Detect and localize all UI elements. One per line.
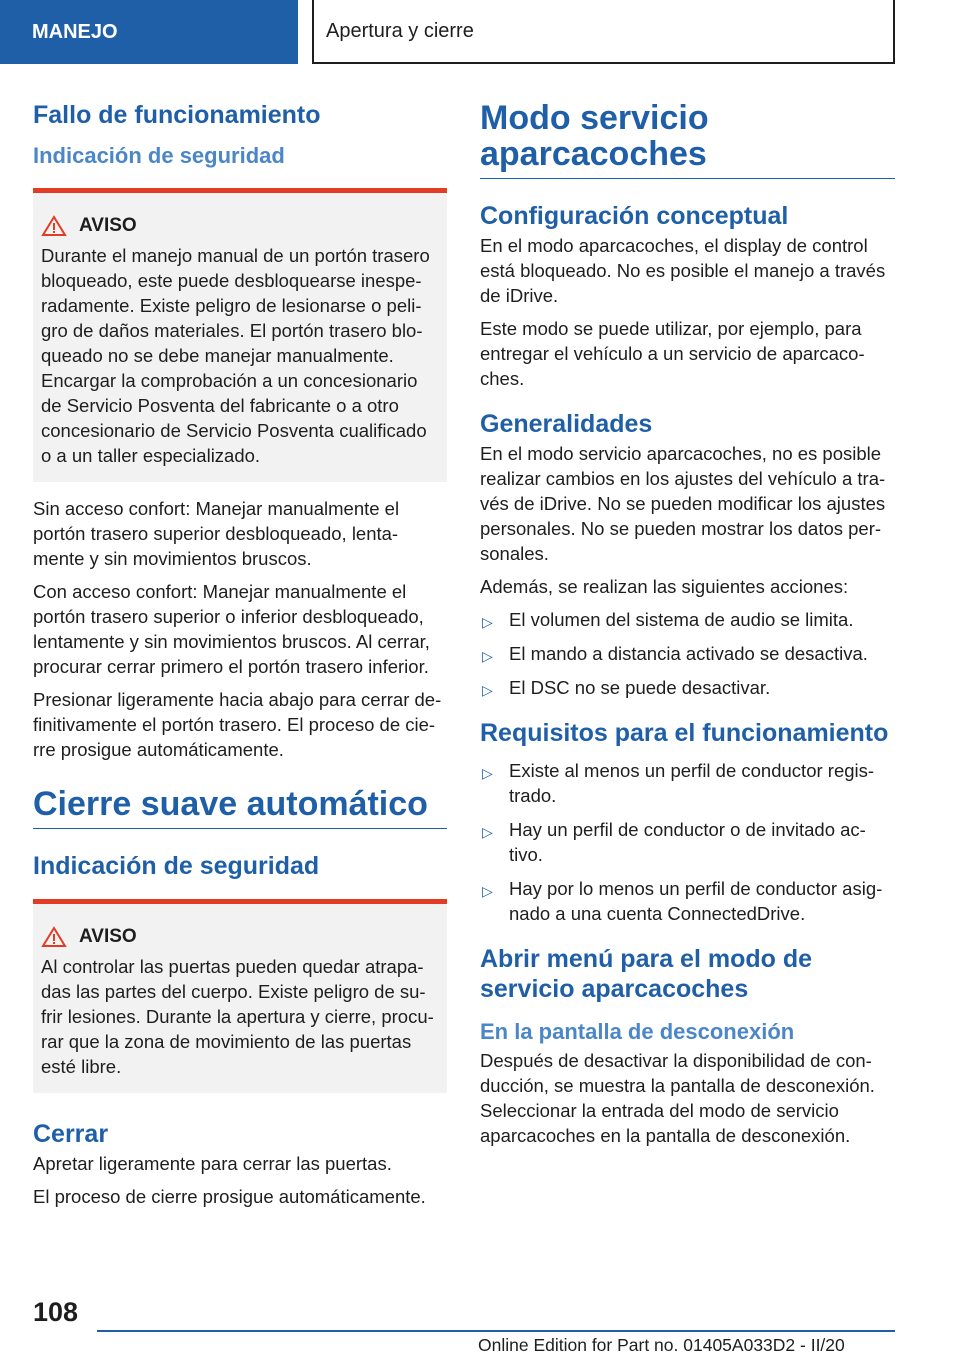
heading-abrir-menu: Abrir menú para el modo de servicio aparcacoches <box>480 945 813 1003</box>
paragraph-con-acceso: Con acceso confort: Manejar manualmente el portón trasero superior o inferior desbloqueado, lentamente y sin movimientos bruscos. Al cerrar, procurar cerrar primero el portón trasero inferior. <box>33 581 430 677</box>
list-item: ▷ Hay un perfil de conductor o de invitado ac-tivo. <box>482 819 866 865</box>
paragraph-general-2: Además, se realizan las siguientes acciones: <box>480 576 849 597</box>
list-item: ▷ Existe al menos un perfil de conductor regis-trado. <box>482 760 875 806</box>
paragraph-presionar: Presionar ligeramente hacia abajo para cerrar de-finitivamente el portón trasero. El proceso de cie-rre prosigue automáticamente. <box>33 689 442 760</box>
heading-configuracion: Configuración conceptual <box>480 202 789 230</box>
left-column <box>33 100 447 1217</box>
heading-requisitos: Requisitos para el funcionamiento <box>480 719 889 747</box>
triangle-bullet-icon: ▷ <box>482 765 493 781</box>
warning-label-2: AVISO <box>79 926 137 947</box>
list-item: ▷ El DSC no se puede desactivar. <box>480 675 895 700</box>
paragraph-sin-acceso: Sin acceso confort: Manejar manualmente el portón trasero superior desbloqueado, lenta-mente y sin movimientos bruscos. <box>33 498 400 569</box>
warning-triangle-icon <box>41 215 67 237</box>
heading-fallo: Fallo de funcionamiento <box>33 101 321 129</box>
header-section-label: MANEJO <box>32 20 118 43</box>
footer-divider <box>97 1330 895 1332</box>
triangle-bullet-icon: ▷ <box>482 824 493 840</box>
right-column <box>480 100 895 1156</box>
generalidades-list <box>480 607 895 700</box>
page-number: 108 <box>33 1297 79 1327</box>
warning-box-2 <box>33 899 447 1093</box>
heading-indicacion-1: Indicación de seguridad <box>33 143 285 168</box>
warning-label-1: AVISO <box>79 215 137 236</box>
heading-indicacion-2: Indicación de seguridad <box>33 852 320 880</box>
header-chapter-box <box>312 0 895 64</box>
list-item: ▷ El mando a distancia activado se desactiva. <box>480 641 895 666</box>
heading-pantalla-desconexion: En la pantalla de desconexión <box>480 1019 795 1044</box>
warning-box-1 <box>33 188 447 482</box>
warning-title-1 <box>41 215 437 237</box>
paragraph-general-1: En el modo servicio aparcacoches, no es posible realizar cambios en los ajustes del vehículo a tra-vés de iDrive. No se pueden modificar los ajustes personales. No se pueden mostrar los datos per-sonales. <box>480 443 886 564</box>
list-item: ▷ Hay por lo menos un perfil de conductor asig-nado a una cuenta ConnectedDrive. <box>482 878 883 924</box>
warning-text-1: Durante el manejo manual de un portón trasero bloqueado, este puede desbloquearse inespe-radamente. Existe peligro de lesionarse o peli-gro de daños materiales. El portón trasero blo-queado no se debe manejar manualmente. Encargar la comprobación a un concesionario de Servicio Posventa del fabricante o a otro concesionario de Servicio Posventa cualificado o a un taller especializado. <box>41 245 430 466</box>
paragraph-config-1: En el modo aparcacoches, el display de control está bloqueado. No es posible el manejo a través de iDrive. <box>480 235 886 306</box>
requisitos-list <box>480 758 895 926</box>
heading-cerrar: Cerrar <box>33 1120 109 1148</box>
paragraph-pantalla: Después de desactivar la disponibilidad de con-ducción, se muestra la pantalla de desconexión. Seleccionar la entrada del modo de servicio aparcacoches en la pantalla de desconexión. <box>480 1050 875 1146</box>
paragraph-config-2: Este modo se puede utilizar, por ejemplo, para entregar el vehículo a un servicio de aparcaco-ches. <box>480 318 865 389</box>
heading-cierre-suave: Cierre suave automático <box>33 786 447 829</box>
triangle-bullet-icon: ▷ <box>482 883 493 899</box>
header-chapter-label: Apertura y cierre <box>326 19 474 42</box>
header-section-tab <box>0 0 298 64</box>
triangle-bullet-icon: ▷ <box>482 614 493 630</box>
list-item: ▷ El volumen del sistema de audio se limita. <box>480 607 895 632</box>
triangle-bullet-icon: ▷ <box>482 648 493 664</box>
paragraph-apretar: Apretar ligeramente para cerrar las puertas. <box>33 1153 392 1174</box>
footer-edition: Online Edition for Part no. 01405A033D2 - II/20 <box>478 1335 845 1355</box>
heading-generalidades: Generalidades <box>480 410 653 438</box>
heading-modo-servicio: Modo servicio aparcacoches <box>480 100 895 179</box>
warning-triangle-icon <box>41 926 67 948</box>
warning-text-2: Al controlar las puertas pueden quedar atrapa-das las partes del cuerpo. Existe peligro de su-frir lesiones. Durante la apertura y cierre, procu-rar que la zona de movimiento de las puertas esté libre. <box>41 956 434 1077</box>
paragraph-proceso-cierre: El proceso de cierre prosigue automáticamente. <box>33 1186 426 1207</box>
triangle-bullet-icon: ▷ <box>482 682 493 698</box>
warning-title-2 <box>41 926 437 948</box>
